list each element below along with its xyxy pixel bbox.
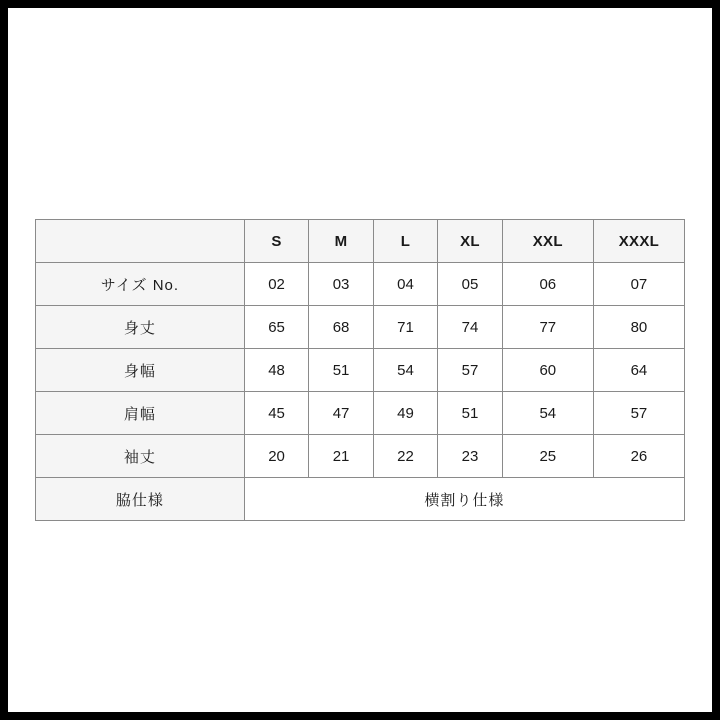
row-label-shoulder-width: 肩幅 bbox=[36, 392, 245, 435]
cell-sleeve-length-s: 20 bbox=[244, 435, 308, 478]
size-chart-table bbox=[35, 219, 685, 521]
table-corner-cell bbox=[36, 220, 245, 263]
cell-body-width-m: 51 bbox=[309, 349, 373, 392]
column-header-m: M bbox=[309, 220, 373, 263]
cell-shoulder-width-xxxl: 57 bbox=[593, 392, 684, 435]
table-header bbox=[36, 220, 685, 263]
cell-sleeve-length-xxl: 25 bbox=[502, 435, 593, 478]
cell-shoulder-width-m: 47 bbox=[309, 392, 373, 435]
cell-shoulder-width-xl: 51 bbox=[438, 392, 502, 435]
table-row bbox=[36, 435, 685, 478]
cell-size-no-xxl: 06 bbox=[502, 263, 593, 306]
size-chart-container bbox=[35, 219, 685, 521]
table-row-spec bbox=[36, 478, 685, 521]
cell-sleeve-length-xxxl: 26 bbox=[593, 435, 684, 478]
cell-body-width-xxxl: 64 bbox=[593, 349, 684, 392]
cell-size-no-xl: 05 bbox=[438, 263, 502, 306]
column-header-xxl: XXL bbox=[502, 220, 593, 263]
cell-shoulder-width-s: 45 bbox=[244, 392, 308, 435]
cell-side-spec-value: 横割り仕様 bbox=[244, 478, 684, 521]
cell-body-length-m: 68 bbox=[309, 306, 373, 349]
cell-body-length-s: 65 bbox=[244, 306, 308, 349]
row-label-side-spec: 脇仕様 bbox=[36, 478, 245, 521]
cell-shoulder-width-xxl: 54 bbox=[502, 392, 593, 435]
column-header-xl: XL bbox=[438, 220, 502, 263]
row-label-body-width: 身幅 bbox=[36, 349, 245, 392]
cell-body-width-xl: 57 bbox=[438, 349, 502, 392]
cell-body-length-xxxl: 80 bbox=[593, 306, 684, 349]
cell-sleeve-length-xl: 23 bbox=[438, 435, 502, 478]
row-label-body-length: 身丈 bbox=[36, 306, 245, 349]
cell-sleeve-length-l: 22 bbox=[373, 435, 437, 478]
cell-sleeve-length-m: 21 bbox=[309, 435, 373, 478]
cell-body-width-xxl: 60 bbox=[502, 349, 593, 392]
cell-size-no-s: 02 bbox=[244, 263, 308, 306]
cell-shoulder-width-l: 49 bbox=[373, 392, 437, 435]
row-label-size-no: サイズ No. bbox=[36, 263, 245, 306]
table-row bbox=[36, 306, 685, 349]
table-row bbox=[36, 349, 685, 392]
cell-size-no-m: 03 bbox=[309, 263, 373, 306]
cell-body-width-l: 54 bbox=[373, 349, 437, 392]
cell-size-no-l: 04 bbox=[373, 263, 437, 306]
cell-body-length-xl: 74 bbox=[438, 306, 502, 349]
row-label-sleeve-length: 袖丈 bbox=[36, 435, 245, 478]
column-header-l: L bbox=[373, 220, 437, 263]
table-row bbox=[36, 263, 685, 306]
column-header-xxxl: XXXL bbox=[593, 220, 684, 263]
column-header-s: S bbox=[244, 220, 308, 263]
cell-body-width-s: 48 bbox=[244, 349, 308, 392]
cell-body-length-l: 71 bbox=[373, 306, 437, 349]
document-sheet bbox=[8, 8, 712, 712]
table-row bbox=[36, 392, 685, 435]
table-header-row bbox=[36, 220, 685, 263]
cell-size-no-xxxl: 07 bbox=[593, 263, 684, 306]
cell-body-length-xxl: 77 bbox=[502, 306, 593, 349]
table-body bbox=[36, 263, 685, 521]
